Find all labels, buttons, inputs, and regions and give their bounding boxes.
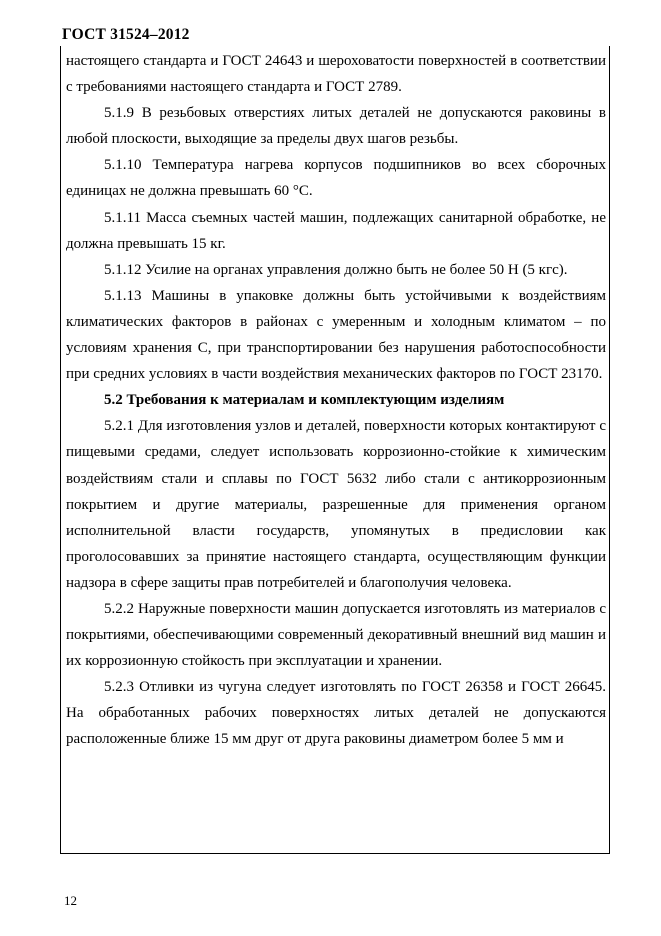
paragraph-5-1-12: 5.1.12 Усилие на органах управления должно быть не более 50 Н (5 кгс).	[104, 261, 568, 278]
paragraph-5-1-11: 5.1.11 Масса съемных частей машин, подлежащих санитарной обработке, не должна превышать 15 кг.	[66, 209, 606, 252]
paragraph-continuation: настоящего стандарта и ГОСТ 24643 и шероховатости поверхностей в соответствии с требованиями настоящего стандарта и ГОСТ 2789.	[66, 53, 606, 96]
document-code-header: ГОСТ 31524–2012	[62, 26, 190, 43]
paragraph-5-1-10: 5.1.10 Температура нагрева корпусов подшипников во всех сборочных единицах не должна превышать 60 °С.	[66, 157, 606, 200]
paragraph-5-1-9: 5.1.9 В резьбовых отверстиях литых деталей не допускаются раковины в любой плоскости, выходящие за пределы двух шагов резьбы.	[66, 105, 606, 148]
section-heading-5-2: 5.2 Требования к материалам и комплектующим изделиям	[104, 392, 505, 409]
paragraph-5-1-13: 5.1.13 Машины в упаковке должны быть устойчивыми к воздействиям климатических факторов в районах с умеренным и холодным климатом – по условиям хранения С, при транспортировании без нарушения работоспособности при средних условиях в части воздействия механических факторов по ГОСТ 23170.	[66, 287, 606, 383]
document-body	[66, 48, 606, 753]
page-number: 12	[64, 893, 77, 908]
paragraph-5-2-1: 5.2.1 Для изготовления узлов и деталей, поверхности которых контактируют с пищевыми средами, следует использовать коррозионно-стойкие к химическим воздействиям стали и сплавы по ГОСТ 5632 либо стали с антикоррозионным покрытием и другие материалы, разрешенные для применения органом исполнительной власти государств, упомянутых в предисловии как проголосовавших за принятие настоящего стандарта, осуществляющим функции надзора в сфере защиты прав потребителей и благополучия человека.	[66, 418, 606, 591]
paragraph-5-2-3: 5.2.3 Отливки из чугуна следует изготовлять по ГОСТ 26358 и ГОСТ 26645. На обработанных рабочих поверхностях литых деталей не допускаются расположенные ближе 15 мм друг от друга раковины диаметром более 5 мм и	[66, 679, 606, 748]
paragraph-5-2-2: 5.2.2 Наружные поверхности машин допускается изготовлять из материалов с покрытиями, обеспечивающими современный декоративный внешний вид машин и их коррозионную стойкость при эксплуатации и хранении.	[66, 600, 606, 670]
